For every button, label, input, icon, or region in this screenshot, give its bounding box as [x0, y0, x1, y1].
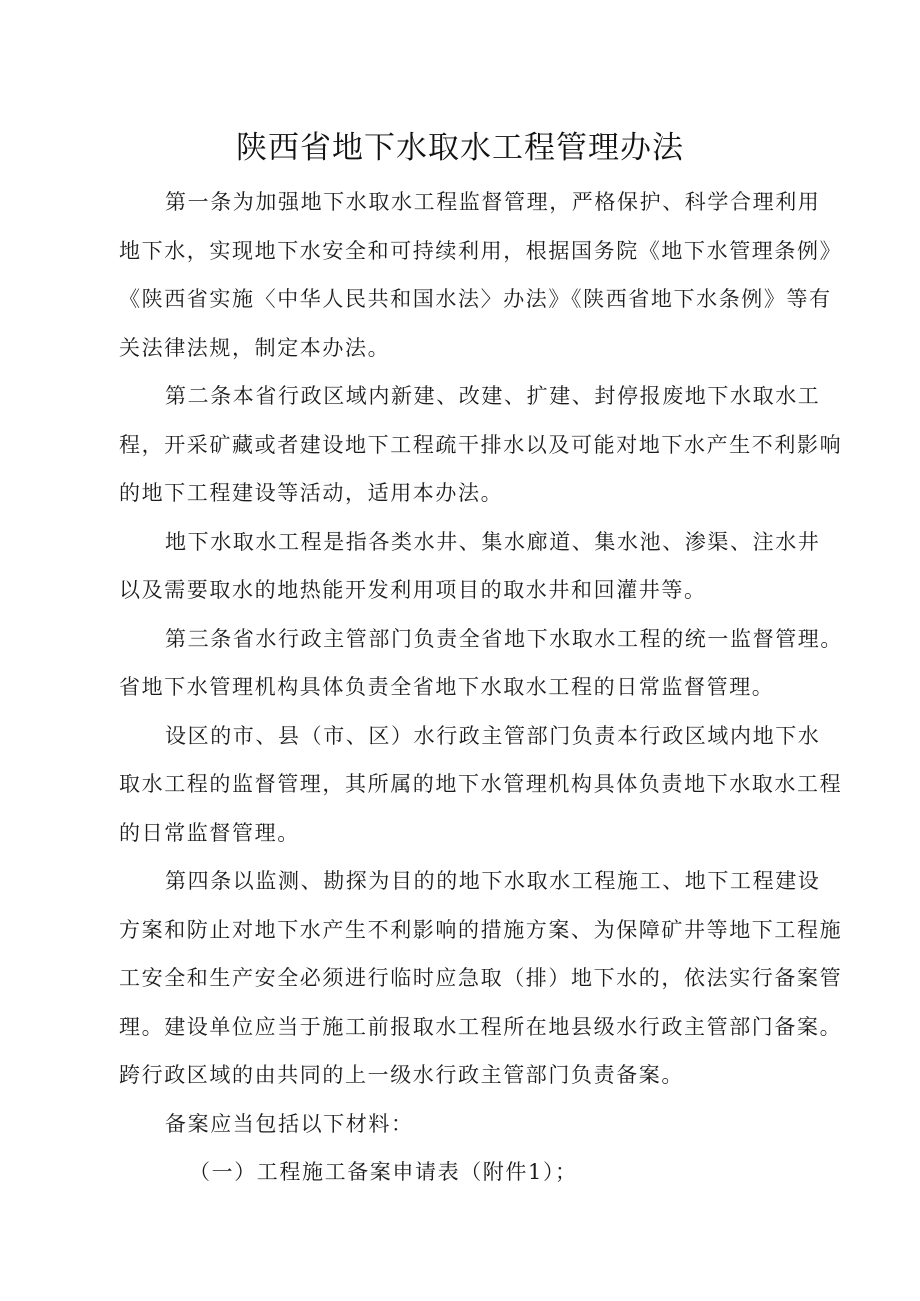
text-line: 取水工程的监督管理，其所属的地下水管理机构具体负责地下水取水工程	[119, 772, 843, 796]
document-body	[119, 178, 843, 1197]
text-line: 工安全和生产安全必须进行临时应急取（排）地下水的，依法实行备案管	[119, 966, 843, 990]
text-line: 的日常监督管理。	[119, 820, 300, 845]
list-item: （一）工程施工备案申请表（附件1）；	[189, 1160, 578, 1184]
text-line: 理。建设单位应当于施工前报取水工程所在地县级水行政主管部门备案。	[119, 1014, 843, 1039]
text-line: 备案应当包括以下材料：	[165, 1111, 414, 1136]
text-line: 省地下水管理机构具体负责全省地下水取水工程的日常监督管理。	[119, 675, 775, 699]
text-line: 第四条以监测、勘探为目的的地下水取水工程施工、地下工程建设	[165, 869, 821, 893]
text-line: 地下水，实现地下水安全和可持续利用，根据国务院《地下水管理条例》	[119, 238, 843, 263]
text-line: 关法律法规，制定本办法。	[119, 335, 391, 360]
text-line: 第二条本省行政区域内新建、改建、扩建、封停报废地下水取水工	[165, 384, 821, 408]
text-line: 程，开采矿藏或者建设地下工程疏干排水以及可能对地下水产生不利影响	[119, 432, 843, 457]
text-line: 地下水取水工程是指各类水井、集水廊道、集水池、渗渠、注水井	[165, 529, 821, 554]
text-line: 以及需要取水的地热能开发利用项目的取水井和回灌井等。	[119, 578, 707, 602]
document-title: 陕西省地下水取水工程管理办法	[236, 130, 684, 166]
text-line: 跨行政区域的由共同的上一级水行政主管部门负责备案。	[119, 1063, 684, 1087]
text-line: 方案和防止对地下水产生不利影响的措施方案、为保障矿井等地下工程施	[119, 917, 843, 942]
text-line: 第三条省水行政主管部门负责全省地下水取水工程的统一监督管理。	[165, 626, 843, 651]
text-line: 设区的市、县（市、区）水行政主管部门负责本行政区域内地下水	[165, 723, 821, 748]
text-line: 第一条为加强地下水取水工程监督管理，严格保护、科学合理利用	[165, 190, 821, 214]
text-line: 的地下工程建设等活动，适用本办法。	[119, 481, 504, 505]
text-line: 《陕西省实施〈中华人民共和国水法〉办法》《陕西省地下水条例》等有	[119, 287, 832, 311]
